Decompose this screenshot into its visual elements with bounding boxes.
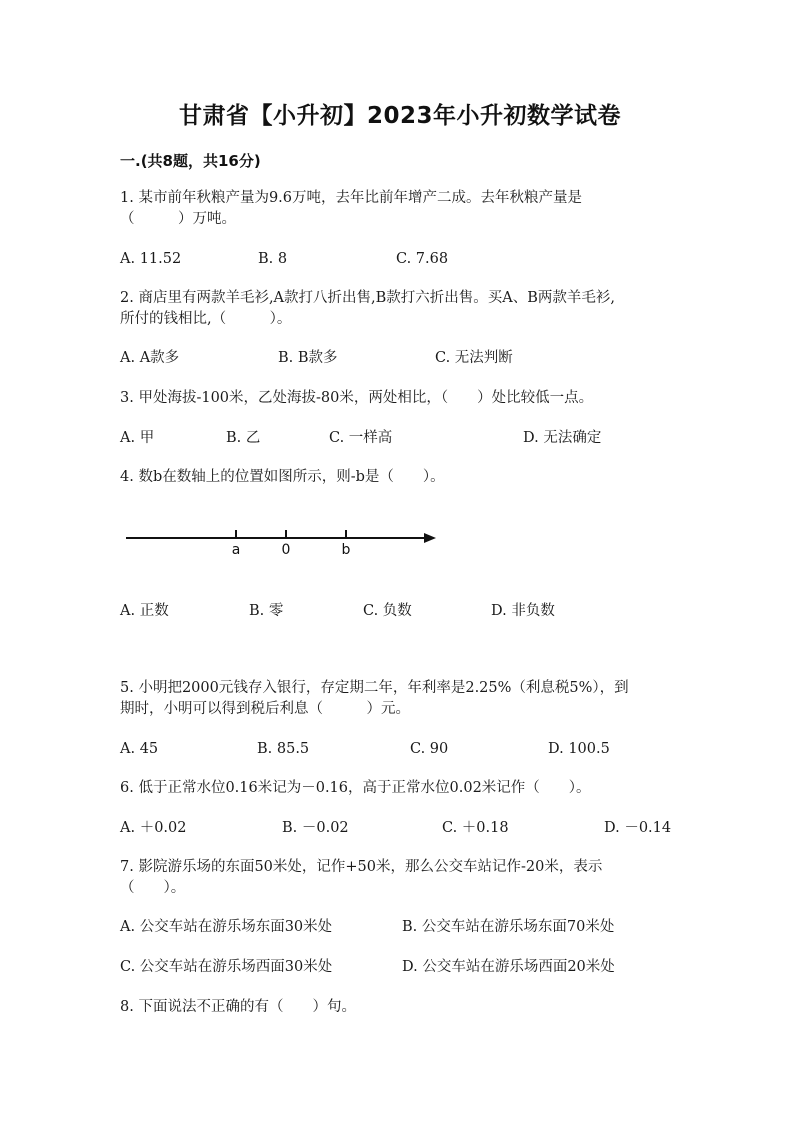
q4-option-b: B. 零: [249, 603, 284, 619]
q7-option-d: D. 公交车站在游乐场西面20米处: [402, 959, 615, 975]
exam-title: 甘肃省【小升初】2023年小升初数学试卷: [178, 103, 621, 129]
q3-option-b: B. 乙: [226, 430, 261, 446]
question-8: [120, 997, 356, 1018]
q7-option-c: C. 公交车站在游乐场西面30米处: [120, 959, 333, 975]
question-5-line-1: 5. 小明把2000元钱存入银行，存定期二年，年利率是2.25%（利息税5%），到: [120, 680, 629, 696]
q4-option-d: D. 非负数: [491, 603, 555, 619]
question-4-line-1: 4. 数b在数轴上的位置如图所示，则-b是（ ）。: [120, 469, 445, 485]
label-a: a: [231, 542, 241, 558]
label-zero: 0: [281, 542, 291, 558]
question-6-line-1: 6. 低于正常水位0.16米记为－0.16，高于正常水位0.02米记作（ ）。: [120, 780, 591, 796]
q2-option-a: A. A款多: [120, 350, 180, 366]
question-7: [120, 857, 602, 899]
question-2: [120, 288, 615, 330]
q6-option-c: C. ＋0.18: [442, 820, 509, 836]
q7-option-a: A. 公交车站在游乐场东面30米处: [120, 919, 333, 935]
q1-option-a: A. 11.52: [120, 251, 182, 267]
number-line-arrow: [424, 533, 436, 543]
question-6: [120, 778, 591, 799]
question-5: [120, 678, 629, 720]
q5-option-d: D. 100.5: [548, 741, 610, 757]
q3-option-d: D. 无法确定: [523, 430, 602, 446]
number-line-svg: [124, 520, 444, 560]
q5-option-b: B. 85.5: [257, 741, 310, 757]
question-4: [120, 467, 445, 488]
question-7-line-2: （ ）。: [120, 880, 186, 896]
question-3-line-1: 3. 甲处海拔-100米，乙处海拔-80米，两处相比，（ ）处比较低一点。: [120, 390, 594, 406]
q1-option-b: B. 8: [258, 251, 288, 267]
q2-option-c: C. 无法判断: [435, 350, 513, 366]
q6-option-a: A. ＋0.02: [120, 820, 187, 836]
question-7-line-1: 7. 影院游乐场的东面50米处，记作+50米，那么公交车站记作-20米，表示: [120, 859, 603, 875]
q5-option-a: A. 45: [120, 741, 159, 757]
q6-option-d: D. －0.14: [604, 820, 672, 836]
q7-option-b: B. 公交车站在游乐场东面70米处: [402, 919, 615, 935]
q3-option-c: C. 一样高: [329, 430, 393, 446]
question-1-line-2: （ ）万吨。: [120, 211, 236, 227]
question-1-line-1: 1. 某市前年秋粮产量为9.6万吨，去年比前年增产二成。去年秋粮产量是: [120, 190, 583, 206]
question-2-line-1: 2. 商店里有两款羊毛衫,A款打八折出售,B款打六折出售。买A、B两款羊毛衫,: [120, 290, 616, 306]
q5-option-c: C. 90: [410, 741, 449, 757]
q2-option-b: B. B款多: [278, 350, 338, 366]
question-8-line-1: 8. 下面说法不正确的有（ ）句。: [120, 999, 356, 1015]
question-5-line-2: 期时，小明可以得到税后利息（ ）元。: [120, 701, 410, 717]
q1-option-c: C. 7.68: [396, 251, 449, 267]
q4-option-a: A. 正数: [120, 603, 169, 619]
number-line-figure: [124, 520, 444, 560]
q4-option-c: C. 负数: [363, 603, 412, 619]
question-3: [120, 388, 593, 409]
q3-option-a: A. 甲: [120, 430, 155, 446]
question-1: [120, 188, 582, 230]
label-b: b: [341, 542, 351, 558]
question-2-line-2: 所付的钱相比,（ ）。: [120, 311, 292, 327]
q6-option-b: B. －0.02: [282, 820, 349, 836]
section-heading: 一.(共8题，共16分): [120, 152, 261, 170]
